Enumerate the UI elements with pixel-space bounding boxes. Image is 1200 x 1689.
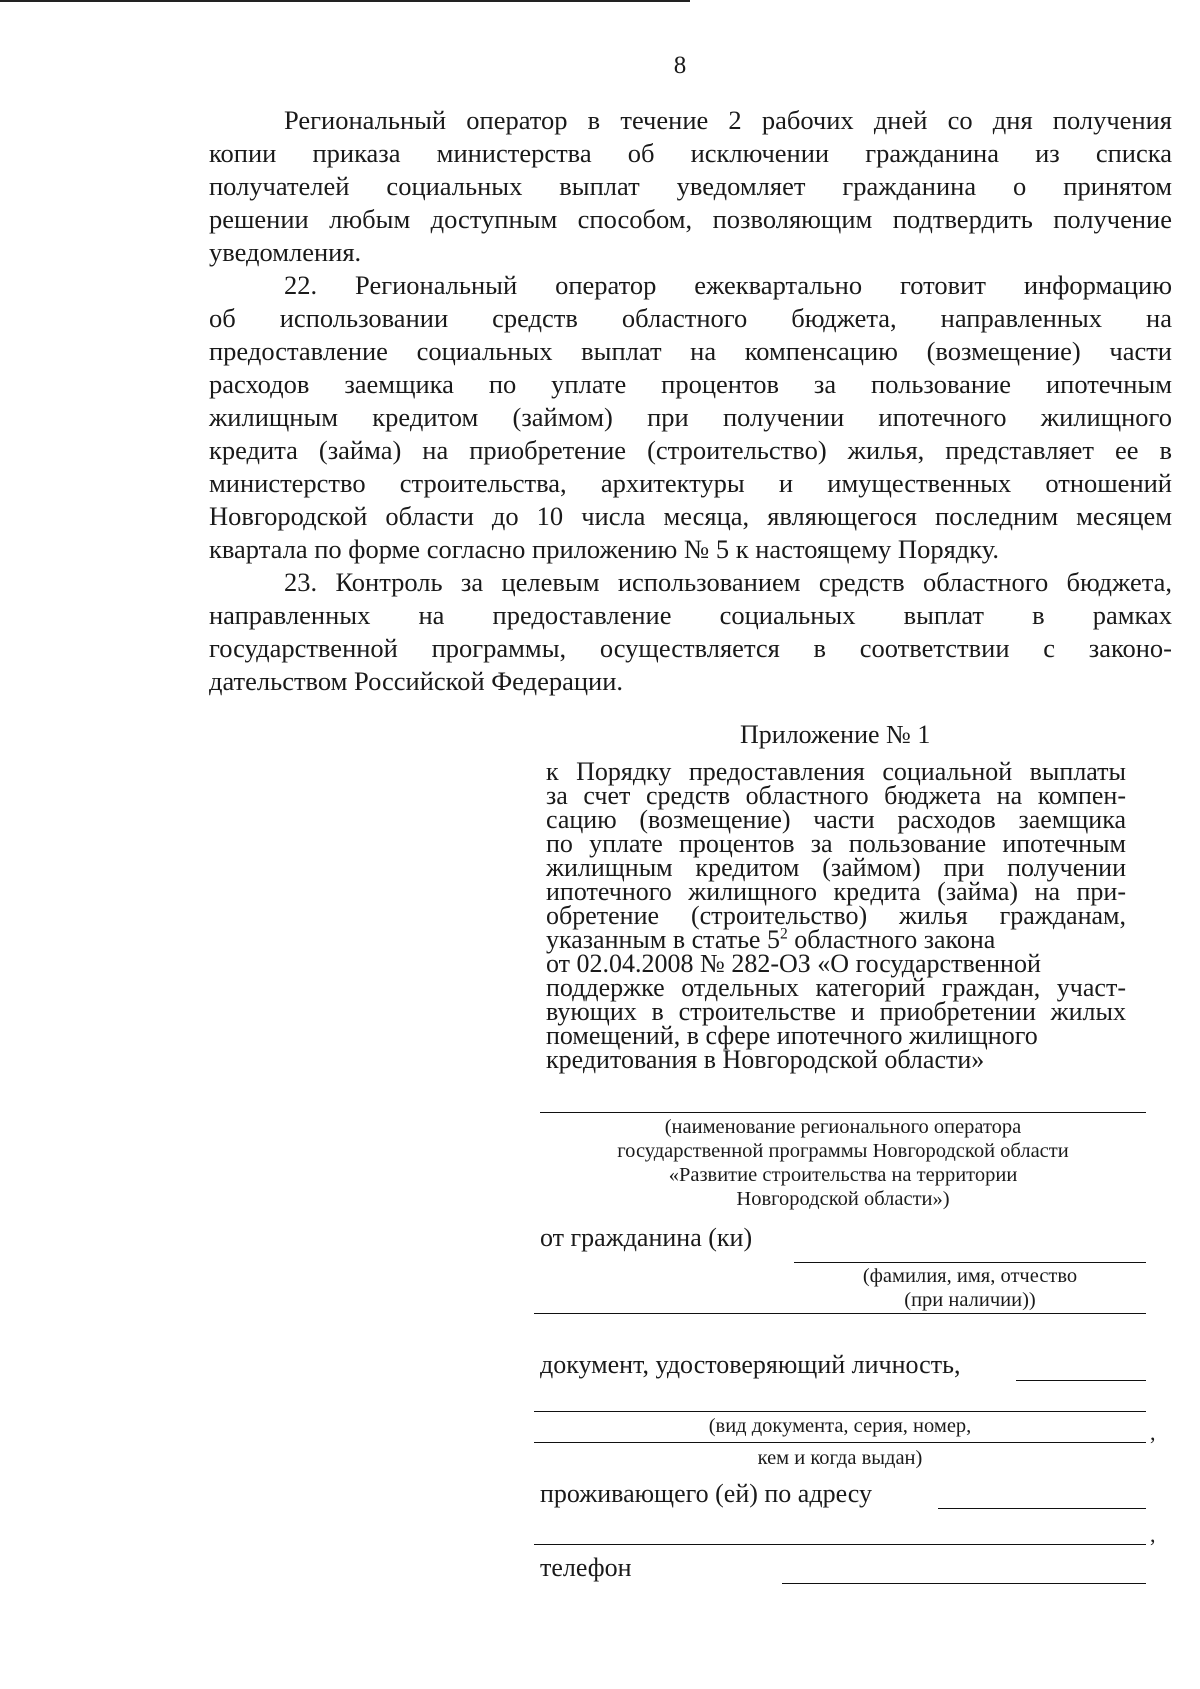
appendix-line: вующих в строительстве и приобретении жилых xyxy=(546,997,1126,1026)
address-label: проживающего (ей) по адресу xyxy=(540,1479,872,1508)
appendix-line-text: областного закона xyxy=(787,925,996,954)
appendix-title: Приложение № 1 xyxy=(740,720,931,749)
body-line: предоставление социальных выплат на компенсацию (возмещение) части xyxy=(209,336,1172,366)
body-line: об использовании средств областного бюджета, направленных на xyxy=(209,303,1172,333)
body-line: направленных на предоставление социальных выплат в рамках xyxy=(209,600,1172,630)
body-line: копии приказа министерства об исключении гражданина из списка xyxy=(209,138,1172,168)
appendix-line: сацию (возмещение) части расходов заемщика xyxy=(546,805,1126,834)
address-line[interactable] xyxy=(938,1508,1146,1509)
comma: , xyxy=(1150,1522,1156,1547)
body-line: квартала по форме согласно приложению № 5 к настоящему Порядку. xyxy=(209,534,999,564)
body-line: министерство строительства, архитектуры и имущественных отношений xyxy=(209,468,1172,498)
doc-caption: кем и когда выдан) xyxy=(757,1447,923,1469)
phone-line[interactable] xyxy=(782,1583,1146,1584)
appendix-line: ипотечного жилищного кредита (займа) на при- xyxy=(546,877,1126,906)
appendix-line: от 02.04.2008 № 282-ОЗ «О государственной xyxy=(546,949,1041,978)
appendix-line: по уплате процентов за пользование ипотечным xyxy=(546,829,1126,858)
body-line: 22. Региональный оператор ежеквартально готовит информацию xyxy=(284,270,1172,300)
body-line: уведомления. xyxy=(209,237,362,267)
appendix-line: обретение (строительство) жилья гражданам, xyxy=(546,901,1126,930)
top-rule xyxy=(0,0,690,2)
appendix-line: поддержке отдельных категорий граждан, участ- xyxy=(546,973,1126,1002)
body-line: получателей социальных выплат уведомляет гражданина о принятом xyxy=(209,171,1172,201)
doc-caption: (вид документа, серия, номер, xyxy=(708,1415,972,1437)
body-line: 23. Контроль за целевым использованием средств областного бюджета, xyxy=(284,567,1172,597)
body-line: кредита (займа) на приобретение (строительство) жилья, представляет ее в xyxy=(209,435,1172,465)
citizen-name-line[interactable] xyxy=(794,1262,1146,1263)
page-number: 8 xyxy=(673,52,687,79)
appendix-line: помещений, в сфере ипотечного жилищного xyxy=(546,1021,1038,1050)
body-line: жилищным кредитом (займом) при получении ипотечного жилищного xyxy=(209,402,1172,432)
operator-caption: (наименование регионального оператора xyxy=(664,1116,1022,1138)
body-line: Новгородской области до 10 числа месяца, являющегося последним месяцем xyxy=(209,501,1172,531)
superscript: 2 xyxy=(779,925,788,943)
operator-caption: Новгородской области») xyxy=(736,1188,950,1210)
appendix-line: жилищным кредитом (займом) при получении xyxy=(546,853,1126,882)
phone-label: телефон xyxy=(540,1553,632,1582)
body-line: дательством Российской Федерации. xyxy=(209,666,624,696)
from-citizen-label: от гражданина (ки) xyxy=(540,1223,753,1252)
appendix-line-text: указанным в статье 5 xyxy=(546,925,780,954)
operator-caption: «Развитие строительства на территории xyxy=(668,1164,1018,1186)
id-document-line-2[interactable] xyxy=(534,1411,1146,1412)
comma: , xyxy=(1150,1420,1156,1445)
appendix-line: за счет средств областного бюджета на компен- xyxy=(546,781,1126,810)
appendix-line: кредитования в Новгородской области» xyxy=(546,1045,985,1074)
body-line: решении любым доступным способом, позволяющим подтвердить получение xyxy=(209,204,1172,234)
id-document-label: документ, удостоверяющий личность, xyxy=(540,1350,961,1379)
body-line: расходов заемщика по уплате процентов за пользование ипотечным xyxy=(209,369,1172,399)
citizen-name-line-2[interactable] xyxy=(534,1313,1146,1314)
operator-name-line[interactable] xyxy=(540,1112,1146,1113)
operator-caption: государственной программы Новгородской области xyxy=(617,1140,1069,1162)
address-line-2[interactable] xyxy=(534,1544,1146,1545)
appendix-line: к Порядку предоставления социальной выплаты xyxy=(546,757,1126,786)
id-document-line[interactable] xyxy=(1016,1380,1146,1381)
name-caption: (фамилия, имя, отчество xyxy=(862,1265,1078,1287)
body-line: Региональный оператор в течение 2 рабочих дней со дня получения xyxy=(284,105,1172,135)
body-line: государственной программы, осуществляется в соответствии с законо- xyxy=(209,633,1172,663)
name-caption: (при наличии)) xyxy=(904,1289,1036,1311)
id-document-line-3[interactable] xyxy=(534,1442,1146,1443)
